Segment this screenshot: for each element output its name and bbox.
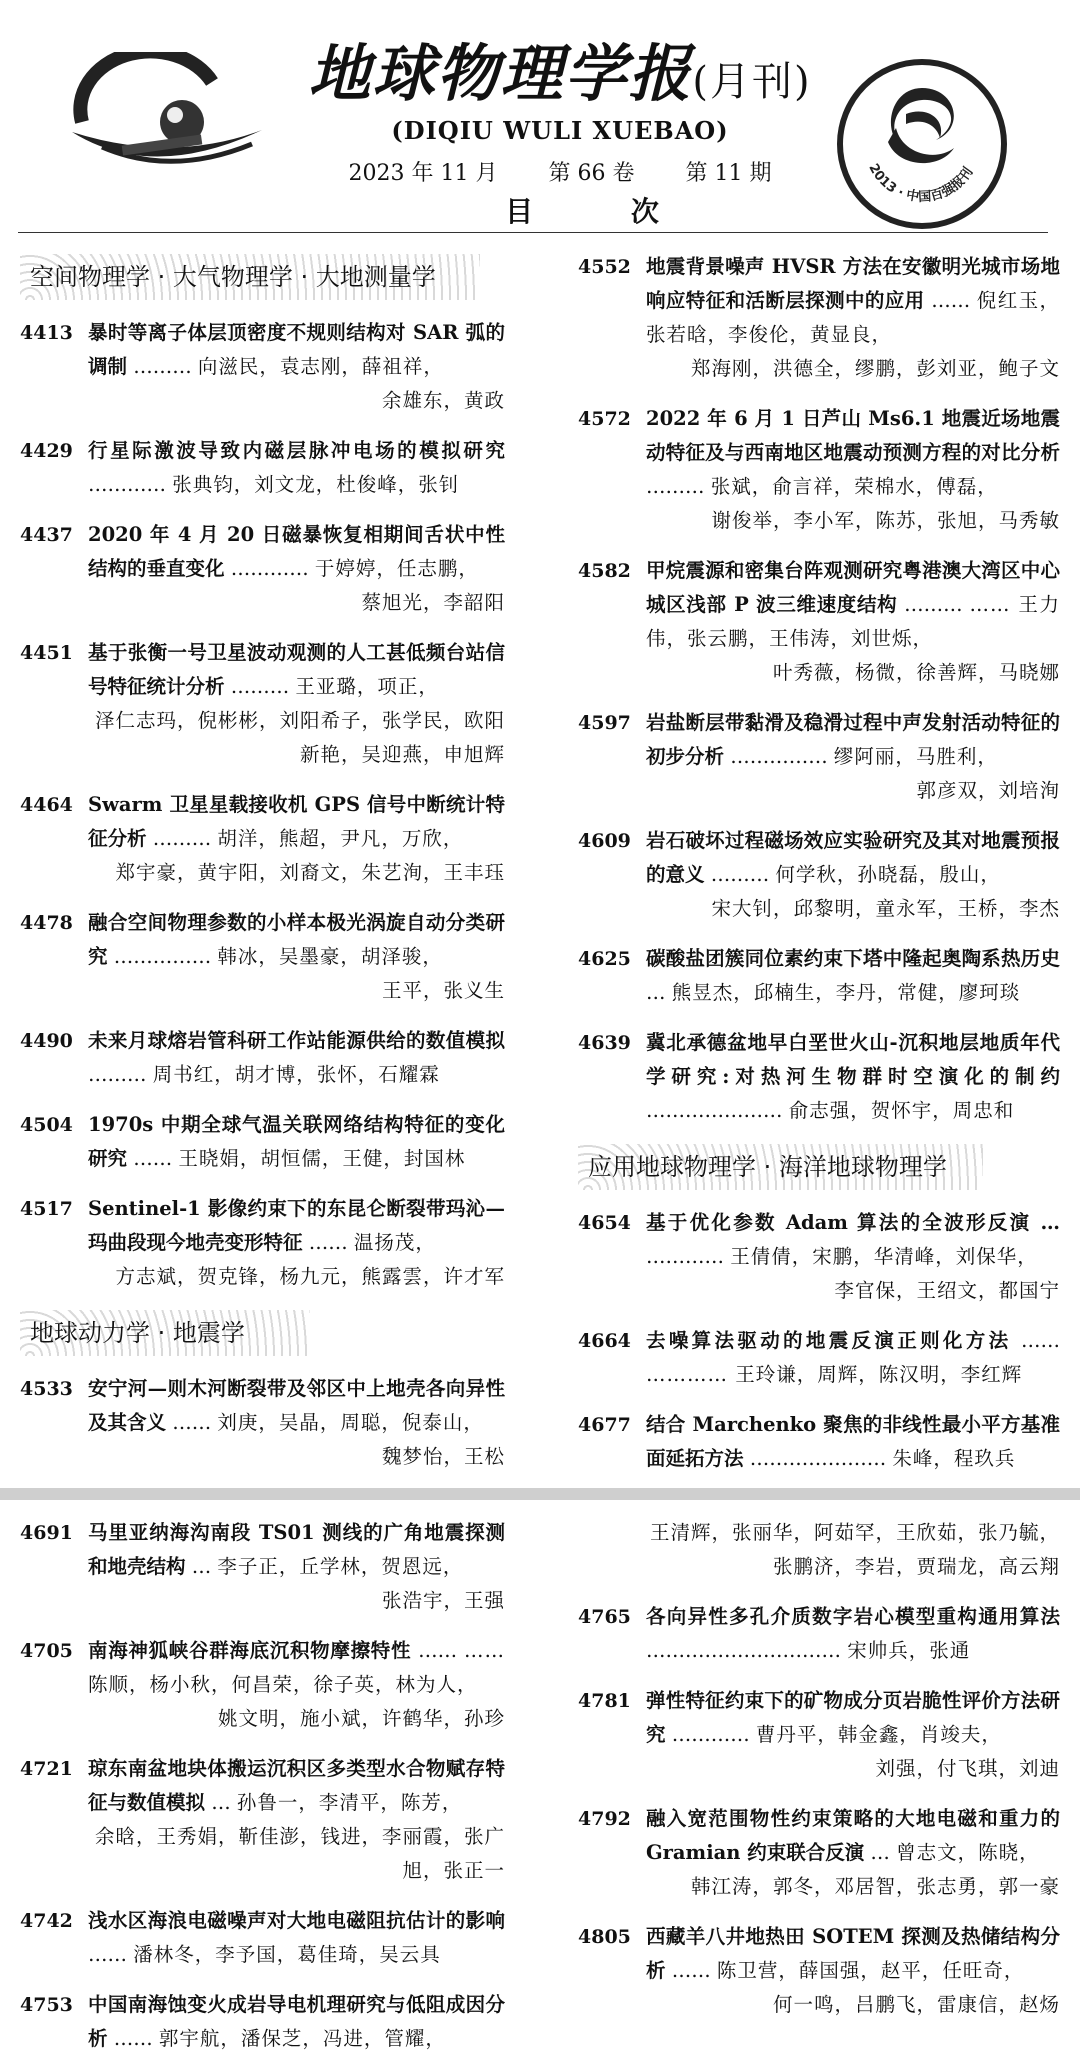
toc-entry[interactable] (578, 706, 1060, 808)
page-number: 4552 (578, 256, 631, 278)
page-number: 4705 (20, 1640, 73, 1662)
article-authors: 熊昱杰，邱楠生，李丹，常健，廖珂琰 (671, 981, 1021, 1004)
leader-dots: …… (931, 289, 971, 312)
article-authors-continued: 王平，张义生 (381, 979, 505, 1002)
issue-volume: 第 66 卷 (548, 161, 635, 186)
article-authors-continued: 王清辉，张丽华，阿茹罕，王欣茹，张乃毓，张鹏济，李岩，贾瑞龙，高云翔 (649, 1521, 1060, 1578)
article-authors-continued: 李官保，王绍文，都国宁 (834, 1279, 1060, 1302)
leader-dots: ……… (133, 355, 192, 378)
article-title: 岩石破坏过程磁场效应实验研究及其对地震预报的意义 (646, 829, 1060, 886)
article-title: 碳酸盐团簇同位素约束下塔中隆起奥陶系热历史 (646, 947, 1060, 970)
leader-dots: … (646, 981, 666, 1004)
article-authors-continued: 韩江涛，郭冬，邓居智，张志勇，郭一豪 (690, 1875, 1060, 1898)
toc-entry[interactable] (578, 1324, 1060, 1392)
article-authors-continued: 郑宇豪，黄宇阳，刘裔文，朱艺洵，王丰珏 (115, 861, 505, 884)
page-number: 4721 (20, 1758, 73, 1780)
page-number: 4625 (578, 948, 631, 970)
leader-dots: …… (88, 1943, 127, 1966)
leader-dots: …… (133, 1147, 173, 1170)
article-title: 地震背景噪声 HVSR 方法在安徽明光城市场地响应特征和活断层探测中的应用 (646, 255, 1060, 312)
toc-entry[interactable] (578, 1206, 1060, 1308)
article-authors: 李子正，丘学林，贺恩远， (217, 1555, 464, 1578)
article-authors: 温扬茂， (353, 1231, 436, 1254)
leader-dots: ………… (671, 1723, 750, 1746)
journal-title (290, 24, 830, 113)
page-number: 4639 (578, 1032, 631, 1054)
article-authors: 俞志强，贺怀宇，周忠和 (788, 1099, 1015, 1122)
article-authors: 周书红，胡才博，张怀，石耀霖 (152, 1063, 440, 1086)
article-title: 岩盐断层带黏滑及稳滑过程中声发射活动特征的初步分析 (646, 711, 1060, 768)
leader-dots: … (191, 1555, 212, 1578)
page-number: 4478 (20, 912, 73, 934)
article-authors: 于婷婷，任志鹏， (314, 557, 479, 580)
cast-elite-journal-logo-icon (62, 52, 272, 182)
article-authors-continued: 郭彦双，刘培洵 (916, 779, 1060, 802)
toc-entry[interactable] (578, 1920, 1060, 2022)
section-heading: 应用地球物理学 · 海洋地球物理学 (578, 1144, 983, 1190)
leader-dots: …………… (730, 745, 828, 768)
toc-entry[interactable] (20, 1988, 505, 2056)
page-number: 4451 (20, 642, 73, 664)
issue-number: 第 11 期 (685, 161, 772, 186)
article-authors: 宋帅兵，张通 (847, 1639, 971, 1662)
page-number: 4691 (20, 1522, 73, 1544)
article-authors-continued: 郑海刚，洪德全，缪鹏，彭刘亚，鲍子文 (690, 357, 1060, 380)
article-authors: 曾志文，陈晓， (896, 1841, 1040, 1864)
page-number: 4572 (578, 408, 631, 430)
article-authors-continued: 姚文明，施小斌，许鹤华，孙珍 (217, 1707, 505, 1730)
leader-dots: … (870, 1841, 890, 1864)
leader-dots: ……… (230, 675, 290, 698)
article-title: 未来月球熔岩管科研工作站能源供给的数值模拟 (88, 1029, 505, 1052)
toc-entry[interactable] (20, 1192, 505, 1294)
article-authors: …… 王力伟，张云鹏，王伟涛，刘世烁， (646, 593, 1060, 650)
page-number: 4677 (578, 1414, 631, 1436)
article-authors: 孙鲁一，李清平，陈芳， (236, 1791, 463, 1814)
top-100-periodical-seal-icon (836, 58, 1008, 230)
leader-dots: ………… (88, 473, 166, 496)
page-number: 4805 (578, 1926, 631, 1948)
leader-dots: ……… (88, 1063, 147, 1086)
article-title: 琼东南盆地块体搬运沉积区多类型水合物赋存特征与数值模拟 (88, 1757, 505, 1814)
toc-entry[interactable] (20, 1024, 505, 1092)
journal-title-text: 地球物理学报 (308, 37, 693, 110)
article-title: 1970s 中期全球气温关联网络结构特征的变化研究 (88, 1113, 505, 1170)
toc-entry[interactable] (20, 636, 505, 772)
toc-column-top-left (20, 250, 505, 1490)
page-number: 4765 (578, 1606, 631, 1628)
leader-dots: …… (308, 1231, 348, 1254)
page-number: 4792 (578, 1808, 631, 1830)
article-authors: 朱峰，程玖兵 (892, 1447, 1016, 1470)
article-title: 弹性特征约束下的矿物成分页岩脆性评价方法研究 (646, 1689, 1060, 1746)
toc-entry[interactable] (578, 250, 1060, 386)
toc-entry[interactable] (20, 1634, 505, 1736)
article-authors: 何学秋，孙晓磊，殷山， (775, 863, 1001, 886)
article-authors: 曹丹平，韩金鑫，肖竣夫， (755, 1723, 1002, 1746)
toc-entry[interactable] (578, 1026, 1060, 1128)
svg-text:2013 · 中国百强报刊: 2013 · 中国百强报刊 (865, 161, 977, 206)
article-authors-continued: 余雄东，黄政 (381, 389, 505, 412)
toc-entry[interactable] (578, 1802, 1060, 1904)
page-number: 4742 (20, 1910, 73, 1932)
article-title: Sentinel-1 影像约束下的东昆仑断裂带玛沁—玛曲段现今地壳变形特征 (88, 1197, 505, 1254)
article-title: 融合空间物理参数的小样本极光涡旋自动分类研究 (88, 911, 505, 968)
article-authors: …… 陈顺，杨小秋，何昌荣，徐子英，林为人， (88, 1639, 505, 1696)
journal-pinyin: (DIQIU WULI XUEBAO) (391, 116, 729, 145)
article-authors-continued: 宋大钊，邱黎明，童永军，王桥，李杰 (711, 897, 1060, 920)
leader-dots: …… (113, 2027, 153, 2050)
toc-entry[interactable] (20, 434, 505, 502)
article-title: 2020 年 4 月 20 日磁暴恢复相期间舌状中性结构的垂直变化 (88, 523, 505, 580)
article-title: 暴时等离子体层顶密度不规则结构对 SAR 弧的调制 (88, 321, 505, 378)
page-number: 4609 (578, 830, 631, 852)
leader-dots: … (211, 1791, 231, 1814)
article-title: 冀北承德盆地早白垩世火山-沉积地层地质年代学研究:对热河生物群时空演化的制约 (646, 1031, 1060, 1088)
toc-column-bottom-right (578, 1516, 1060, 2038)
section-heading: 空间物理学 · 大气物理学 · 大地测量学 (20, 254, 480, 300)
article-title: 结合 Marchenko 聚焦的非线性最小平方基准面延拓方法 (646, 1413, 1060, 1470)
toc-entry[interactable] (20, 316, 505, 418)
article-title: 中国南海蚀变火成岩导电机理研究与低阻成因分析 (88, 1993, 505, 2050)
article-title: 各向异性多孔介质数字岩心模型重构通用算法 (646, 1605, 1060, 1628)
leader-dots: ……… (152, 827, 212, 850)
toc-entry[interactable] (578, 1600, 1060, 1668)
article-authors: 潘林冬，李予国，葛佳琦，吴云具 (133, 1943, 441, 1966)
article-authors: 王晓娟，胡恒儒，王健，封国林 (178, 1147, 466, 1170)
page-number: 4413 (20, 322, 73, 344)
issue-line (290, 156, 830, 187)
article-title: Swarm 卫星星载接收机 GPS 信号中断统计特征分析 (88, 793, 505, 850)
page-number: 4464 (20, 794, 73, 816)
article-authors-continued: 泽仁志玛，倪彬彬，刘阳希子，张学民，欧阳新艳，吴迎燕，申旭辉 (94, 709, 505, 766)
page-number: 4781 (578, 1690, 631, 1712)
article-authors-continued: 张浩宇，王强 (381, 1589, 505, 1612)
toc-entry[interactable] (20, 1372, 505, 1474)
article-title: 马里亚纳海沟南段 TS01 测线的广角地震探测和地壳结构 (88, 1521, 505, 1578)
article-authors-continued: 何一鸣，吕鹏飞，雷康信，赵炀 (772, 1993, 1060, 2016)
toc-entry[interactable] (20, 788, 505, 890)
page-number: 4654 (578, 1212, 631, 1234)
article-title: 甲烷震源和密集台阵观测研究粤港澳大湾区中心城区浅部 P 波三维速度结构 (646, 559, 1060, 616)
page-number: 4517 (20, 1198, 73, 1220)
journal-title-sub: (月刊) (692, 59, 812, 105)
article-authors-continued: 余晗，王秀娟，靳佳澎，钱进，李丽霞，张广旭，张正一 (94, 1825, 505, 1882)
leader-dots: …… (1021, 1329, 1060, 1352)
toc-column-bottom-left (20, 1516, 505, 2072)
leader-dots: ……… (710, 863, 770, 886)
leader-dots: …… (172, 1411, 212, 1434)
article-authors: ………… 王玲谦，周辉，陈汉明，李红辉 (646, 1363, 1023, 1386)
section-heading: 地球动力学 · 地震学 (20, 1310, 310, 1356)
page-number: 4597 (578, 712, 631, 734)
article-authors-continued: 方志斌，贺克锋，杨九元，熊露雲，许才军 (115, 1265, 505, 1288)
article-authors: 缪阿丽，马胜利， (833, 745, 998, 768)
article-title: 基于优化参数 Adam 算法的全波形反演 … (646, 1211, 1060, 1234)
page-number: 4753 (20, 1994, 73, 2016)
page-number: 4504 (20, 1114, 73, 1136)
article-authors-continued: 蔡旭光，李韶阳 (361, 591, 505, 614)
article-authors: 张斌，俞言祥，荣棉水，傅磊， (710, 475, 998, 498)
leader-dots: ………………… (749, 1447, 887, 1470)
article-authors: 韩冰，吴墨豪，胡泽骏， (217, 945, 443, 968)
page-number: 4533 (20, 1378, 73, 1400)
page-number: 4490 (20, 1030, 73, 1052)
article-title: 基于张衡一号卫星波动观测的人工甚低频台站信号特征统计分析 (88, 641, 505, 698)
leader-dots: ………… (646, 1245, 724, 1268)
toc-entry[interactable] (578, 824, 1060, 926)
article-title: 行星际激波导致内磁层脉冲电场的模拟研究 (88, 439, 505, 462)
leader-dots: …… (418, 1639, 458, 1662)
article-authors: 向滋民，袁志刚，薛祖祥， (197, 355, 444, 378)
toc-entry[interactable] (578, 1684, 1060, 1786)
leader-dots: ……… (904, 593, 963, 616)
article-authors: 王倩倩，宋鹏，华清峰，刘保华， (730, 1245, 1038, 1268)
article-title: 西藏羊八井地热田 SOTEM 探测及热储结构分析 (646, 1925, 1060, 1982)
leader-dots: ………… (230, 557, 309, 580)
article-authors: 王亚璐，项正， (295, 675, 439, 698)
article-authors: 郭宇航，潘保芝，冯进，管耀， (158, 2027, 446, 2050)
toc-column-top-right (578, 250, 1060, 1492)
toc-entry[interactable] (578, 402, 1060, 538)
article-title: 浅水区海浪电磁噪声对大地电磁阻抗估计的影响 (88, 1909, 505, 1932)
article-title: 融入宽范围物性约束策略的大地电磁和重力的 Gramian 约束联合反演 (646, 1807, 1060, 1864)
article-authors-continued: 谢俊举，李小军，陈苏，张旭，马秀敏 (711, 509, 1060, 532)
page-number: 4437 (20, 524, 73, 546)
toc-entry[interactable] (578, 942, 1060, 1010)
leader-dots: ………………………… (646, 1639, 841, 1662)
page-number: 4582 (578, 560, 631, 582)
leader-dots: …… (671, 1959, 711, 1982)
article-authors-continued: 叶秀薇，杨微，徐善辉，马晓娜 (772, 661, 1060, 684)
toc-entry[interactable] (20, 1108, 505, 1176)
article-title: 2022 年 6 月 1 日芦山 Ms6.1 地震近场地震动特征及与西南地区地震动预测方程的对比分析 (646, 407, 1060, 464)
article-authors: 刘庚，吴晶，周聪，倪泰山， (217, 1411, 484, 1434)
article-authors: 胡洋，熊超，尹凡，万欣， (217, 827, 464, 850)
page-divider (0, 1488, 1080, 1500)
article-title: 南海神狐峡谷群海底沉积物摩擦特性 (88, 1639, 412, 1662)
toc-entry-continued[interactable] (578, 1516, 1060, 1584)
toc-entry[interactable] (20, 906, 505, 1008)
masthead (0, 0, 1080, 240)
toc-entry[interactable] (578, 1408, 1060, 1476)
article-authors: 陈卫营，薛国强，赵平，任旺奇， (716, 1959, 1025, 1982)
article-authors: 倪红玉，张若晗，李俊伦，黄显良， (646, 289, 1060, 346)
article-authors-continued: 刘强，付飞琪，刘迪 (875, 1757, 1060, 1780)
page-number: 4429 (20, 440, 73, 462)
toc-entry[interactable] (20, 1904, 505, 1972)
header-rule (18, 232, 1048, 233)
toc-entry[interactable] (20, 1752, 505, 1888)
page-number: 4664 (578, 1330, 631, 1352)
toc-entry[interactable] (20, 518, 505, 620)
toc-entry[interactable] (20, 1516, 505, 1618)
article-title: 安宁河—则木河断裂带及邻区中上地壳各向异性及其含义 (88, 1377, 505, 1434)
leader-dots: ………………… (646, 1099, 783, 1122)
toc-title: 目 次 (505, 195, 703, 228)
article-title: 去噪算法驱动的地震反演正则化方法 (646, 1329, 1012, 1352)
issue-date: 2023 年 11 月 (348, 161, 498, 186)
leader-dots: …………… (113, 945, 212, 968)
article-authors: 张典钧，刘文龙，杜俊峰，张钊 (172, 473, 460, 496)
article-authors-continued: 魏梦怡，王松 (381, 1445, 505, 1468)
leader-dots: ……… (646, 475, 705, 498)
toc-entry[interactable] (578, 554, 1060, 690)
